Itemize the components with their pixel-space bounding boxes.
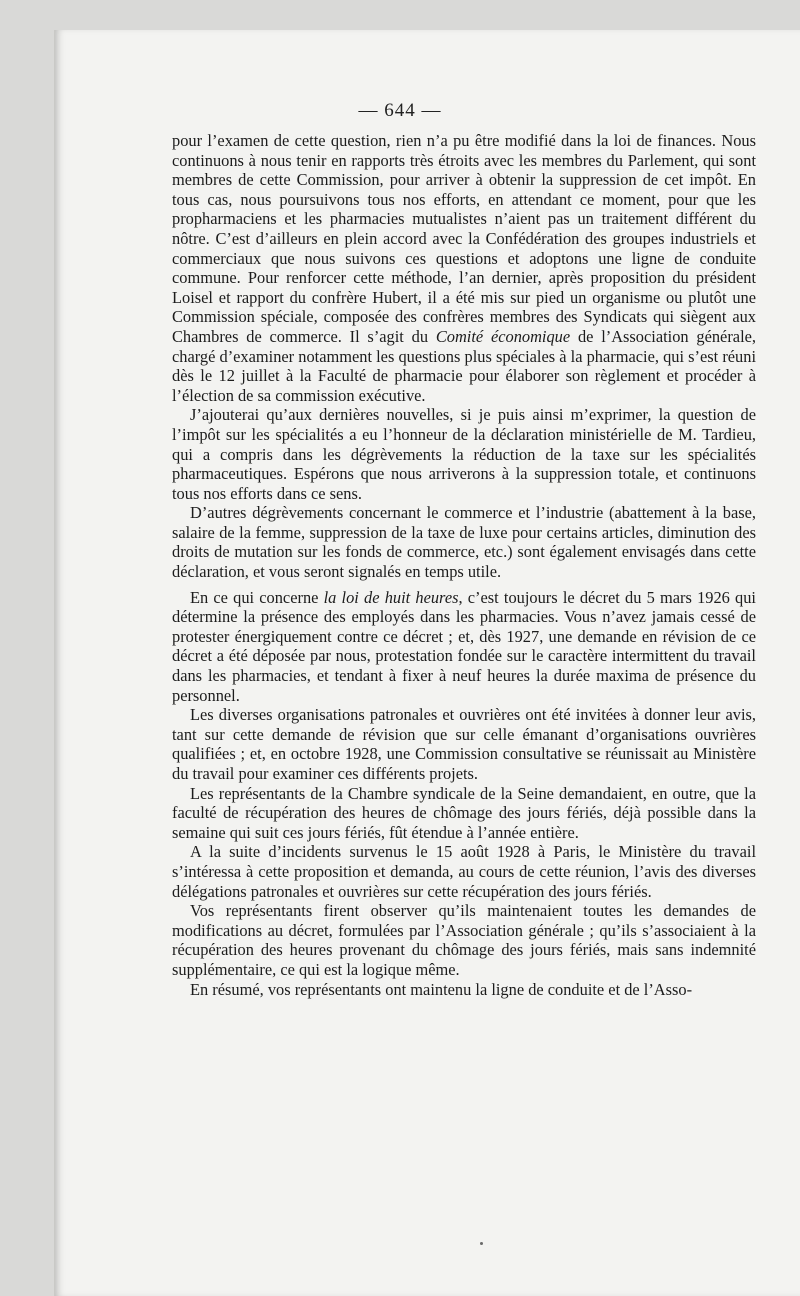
- italic-term: la loi de huit heures: [323, 587, 459, 607]
- italic-term: Comité économique: [435, 326, 571, 346]
- body-text: [172, 131, 756, 999]
- paragraph: [172, 705, 756, 783]
- text-segment: Les représentants de la Chambre syndicale de la Seine demandaient, en outre, que la faculté de récupération des heures de chômage des jours fériés, déjà possible dans la semaine qui suit ces jours fériés, fût étendue à l’année entière.: [172, 783, 756, 842]
- text-segment: En résumé, vos représentants ont maintenu la ligne de conduite et de l’Asso-: [190, 979, 693, 999]
- print-speck: [480, 1242, 483, 1245]
- paragraph: [172, 131, 756, 405]
- paragraph: [172, 980, 756, 1000]
- paragraph: [172, 405, 756, 503]
- paragraph: [172, 503, 756, 581]
- paragraph: [172, 588, 756, 706]
- text-segment: , c’est toujours le décret du 5 mars 1926 qui détermine la présence des employés dans les pharmacies. Vous n’avez jamais cessé de protester énergiquement contre ce décret ; et, dès 1927, une demande en révision de ce décret a été déposée par nous, protestation fondée sur le caractère intermittent du travail dans les pharmacies, et tendant à fixer à neuf heures la durée maxima de présence du personnel.: [172, 587, 756, 705]
- text-segment: D’autres dégrèvements concernant le commerce et l’industrie (abattement à la base, salaire de la femme, suppression de la taxe de luxe pour certains articles, diminution des droits de mutation sur les fonds de commerce, etc.) sont également envisagés dans cette déclaration, et vous seront signalés en temps utile.: [172, 503, 756, 582]
- paragraph: [172, 784, 756, 843]
- paragraph: [172, 901, 756, 979]
- text-segment: de l’Association générale, chargé d’examiner notamment les questions plus spéciales à la pharmacie, qui s’est réuni dès le 12 juillet à la Faculté de pharmacie pour élaborer son règlement et procéder à l’élection de sa commission exécutive.: [172, 326, 756, 405]
- text-segment: Vos représentants firent observer qu’ils maintenaient toutes les demandes de modifications au décret, formulées par l’Association générale ; qu’ils s’associaient à la récupération des heures provenant du chômage des jours fériés, mais sans indemnité supplémentaire, ce qui est la logique même.: [172, 901, 756, 979]
- paragraph: [172, 842, 756, 901]
- text-segment: pour l’examen de cette question, rien n’a pu être modifié dans la loi de finances. Nous continuons à nous tenir en rapports très étroits avec les membres du Parlement, qui sont membres de cette Commission, pour arriver à obtenir la suppression de cet impôt. En tous cas, nous poursuivons tous nos efforts, en attendant ce moment, pour que les propharmaciens et les pharmacies mutualistes n’aient pas un traitement différent du nôtre. C’est d’ailleurs en plein accord avec la Confédération des groupes industriels et commerciaux que nous suivons ces questions et adoptons une ligne de conduite commune. Pour renforcer cette méthode, l’an dernier, après proposition du président Loisel et rapport du confrère Hubert, il a été mis sur pied un organisme ou plutôt une Commission spéciale, composée des confrères membres des Syndicats qui siègent aux Chambres de commerce. Il s’agit du: [172, 131, 756, 346]
- text-segment: J’ajouterai qu’aux dernières nouvelles, si je puis ainsi m’exprimer, la question de l’impôt sur les spécialités a eu l’honneur de la déclaration ministérielle de M. Tardieu, qui a compris dans les dégrèvements la réduction de la taxe sur les spécialités pharmaceutiques. Espérons que nous arriverons à la suppression totale, et continuons tous nos efforts dans ce sens.: [172, 405, 756, 503]
- text-segment: A la suite d’incidents survenus le 15 août 1928 à Paris, le Ministère du travail s’intéressa à cette proposition et demanda, au cours de cette réunion, l’avis des diverses délégations patronales et ouvrières sur cette récupération des jours fériés.: [172, 842, 756, 901]
- page-number: — 644 —: [358, 100, 442, 121]
- text-segment: En ce qui concerne: [190, 587, 324, 607]
- text-segment: Les diverses organisations patronales et ouvrières ont été invitées à donner leur avis, tant sur cette demande de révision que sur celle émanant d’organisations ouvrières qualifiées ; et, en octobre 1928, une Commission consultative se réunissait au Ministère du travail pour examiner ces différents projets.: [172, 705, 756, 783]
